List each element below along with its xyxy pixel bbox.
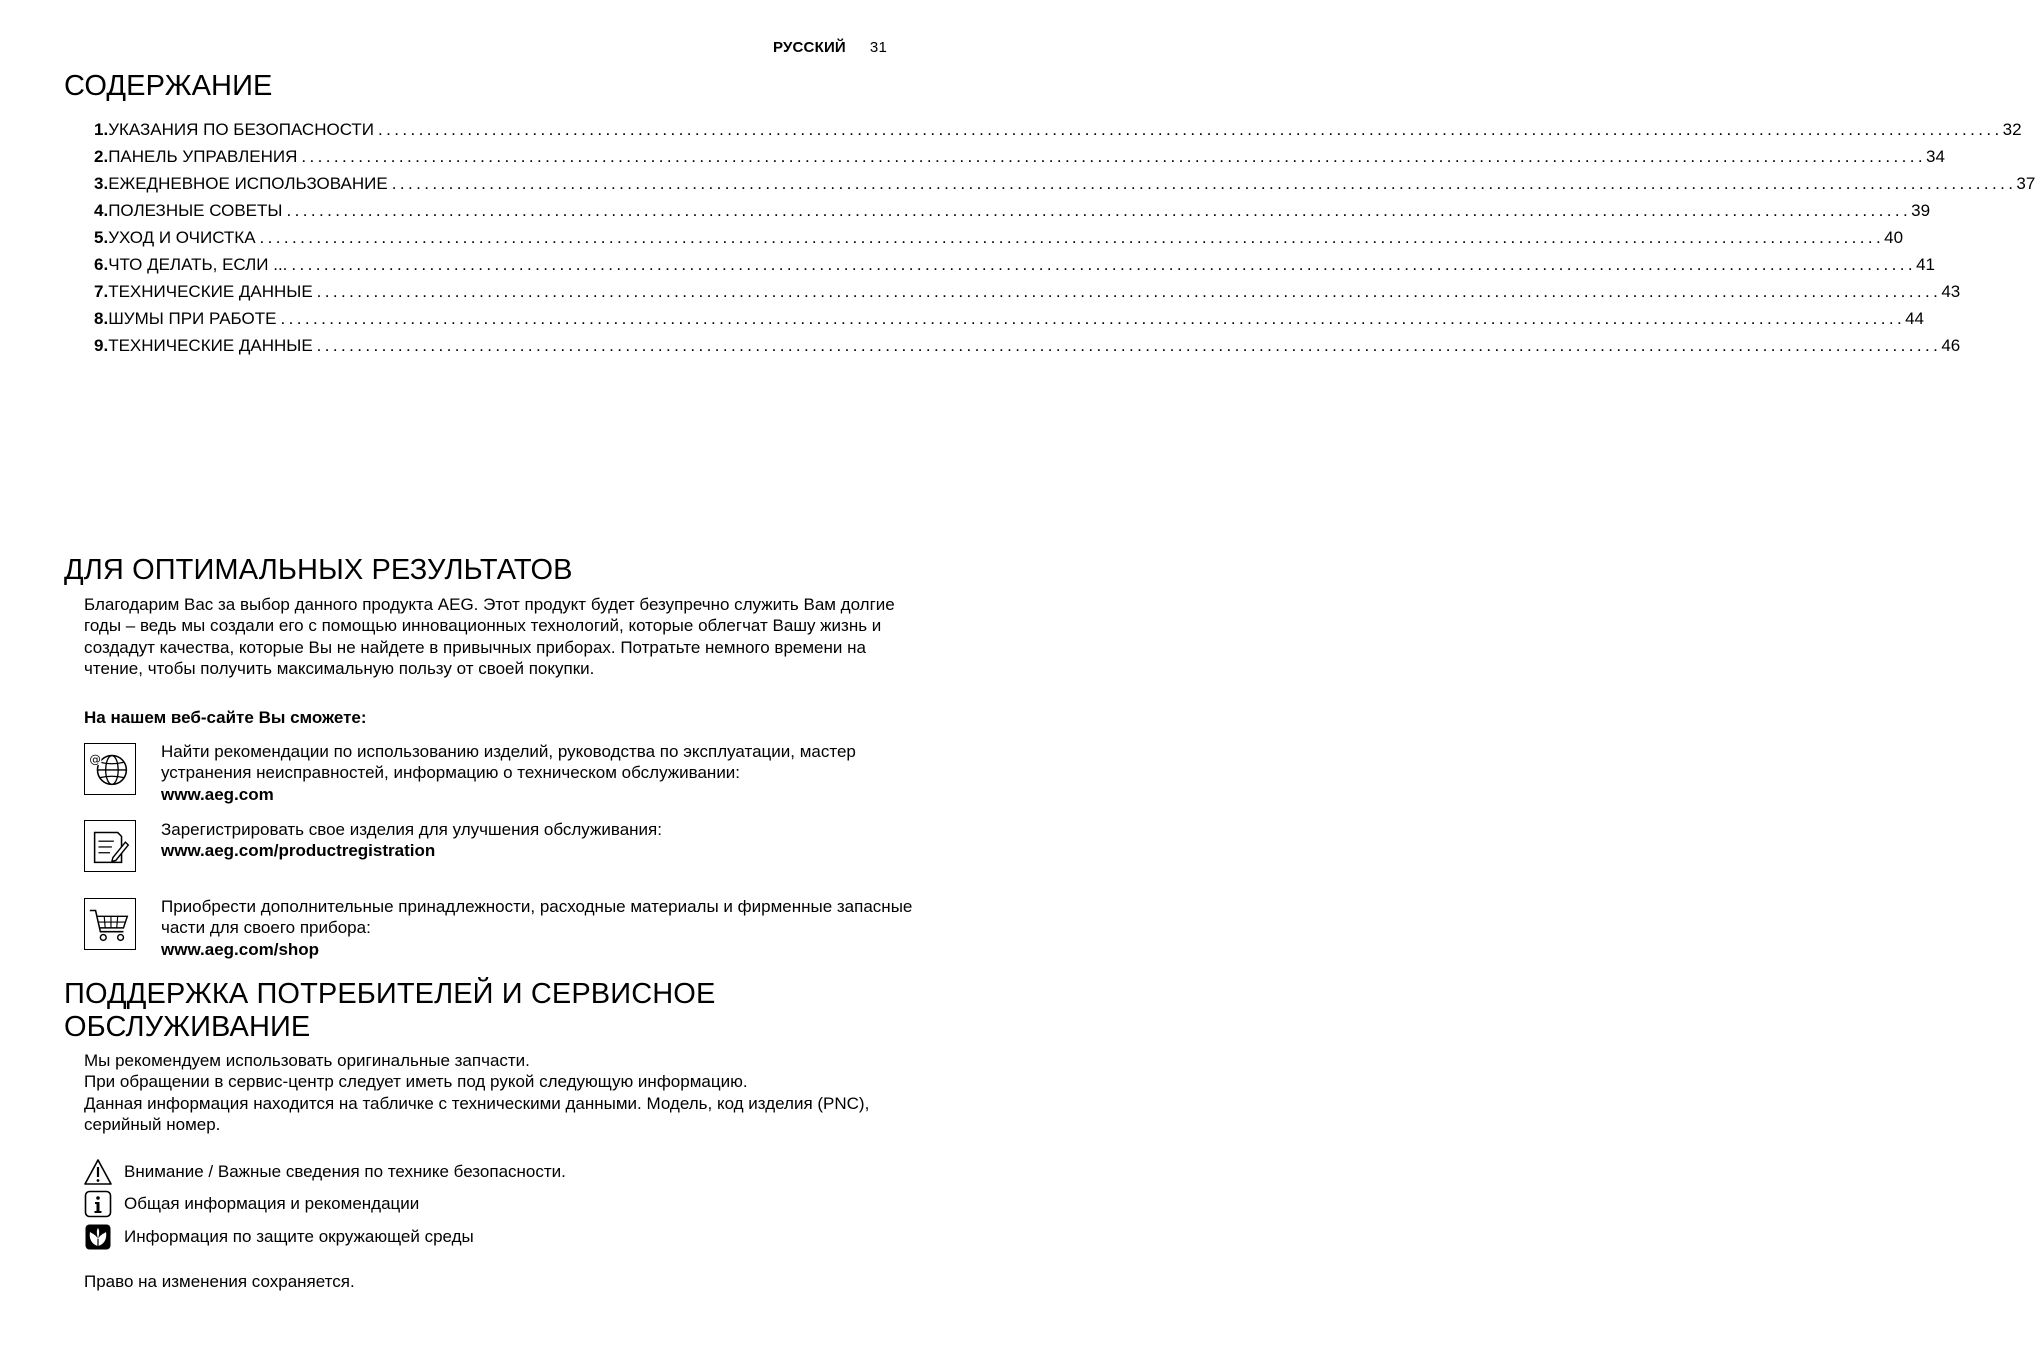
toc-title: ТЕХНИЧЕСКИЕ ДАННЫЕ (108, 282, 313, 301)
globe-icon (84, 743, 136, 795)
footer-note: Право на изменения сохраняется. (84, 1272, 355, 1291)
toc-item[interactable] (94, 201, 1931, 228)
toc-leader: ........................................................................................................................................................................................................ (316, 336, 1942, 355)
results-intro: Благодарим Вас за выбор данного продукта AEG. Этот продукт будет безупречно служить Вам долгие годы – ведь мы создали его с помощью инновационных технологий, которые облегчат Вашу жизнь и создадут качества, которые Вы не найдете в привычных приборах. Потратьте немного времени на чтение, чтобы получить максимальную пользу от своей покупки. (84, 595, 895, 678)
page-header (773, 39, 887, 56)
shop-item-text: Приобрести дополнительные принадлежности, расходные материалы и фирменные запасные части для своего прибора: (161, 897, 913, 938)
toc-item[interactable] (94, 228, 1904, 255)
symbol-row-warning (84, 1158, 566, 1186)
toc-title: УКАЗАНИЯ ПО БЕЗОПАСНОСТИ (108, 120, 375, 139)
symbol-row-environment (84, 1223, 474, 1251)
toc-item[interactable] (94, 174, 2035, 201)
support-text (84, 1050, 904, 1135)
toc-leader: ........................................................................................................................................................................................................ (280, 309, 1906, 328)
info-icon (84, 1190, 112, 1218)
toc-page: 43 (1941, 282, 1961, 301)
toc-page: 44 (1905, 309, 1925, 328)
toc-number: 4. (94, 201, 109, 220)
toc-number: 7. (94, 282, 109, 301)
support-line1: Мы рекомендуем использовать оригинальные запчасти. (84, 1051, 530, 1070)
registration-item-text: Зарегистрировать свое изделия для улучшения обслуживания: (161, 820, 662, 839)
toc-number: 5. (94, 228, 109, 247)
shop-link[interactable]: www.aeg.com/shop (161, 939, 320, 959)
table-of-contents (94, 120, 2035, 363)
support-title (64, 978, 715, 1044)
website-item (161, 741, 921, 805)
results-title: ДЛЯ ОПТИМАЛЬНЫХ РЕЗУЛЬТАТОВ (64, 554, 573, 586)
info-text: Общая информация и рекомендации (124, 1194, 420, 1213)
toc-page: 40 (1884, 228, 1904, 247)
support-title-line2: ОБСЛУЖИВАНИЕ (64, 1011, 311, 1043)
website-item-text: Найти рекомендации по использованию изделий, руководства по эксплуатации, мастер устранения неисправностей, информацию о техническом обслуживании: (161, 742, 856, 783)
page-number: 31 (869, 39, 887, 56)
svg-text:@: @ (89, 752, 101, 767)
toc-title: ТЕХНИЧЕСКИЕ ДАННЫЕ (108, 336, 313, 355)
registration-item (161, 819, 921, 862)
toc-page: 39 (1911, 201, 1931, 220)
toc-leader: ........................................................................................................................................................................................................ (391, 174, 2017, 193)
website-link[interactable]: www.aeg.com (161, 784, 274, 804)
support-line3: Данная информация находится на табличке с техническими данными. Модель, код изделия (PNC), серийный номер. (84, 1093, 870, 1134)
website-lead: На нашем веб-сайте Вы сможете: (84, 708, 367, 727)
toc-number: 6. (94, 255, 109, 274)
shop-item (161, 896, 921, 960)
toc-page: 34 (1926, 147, 1945, 166)
toc-item[interactable] (94, 255, 1935, 282)
toc-title: УХОД И ОЧИСТКА (108, 228, 256, 247)
registration-link[interactable]: www.aeg.com/productregistration (161, 841, 436, 861)
toc-title: ШУМЫ ПРИ РАБОТЕ (108, 309, 277, 328)
toc-number: 9. (94, 336, 109, 355)
support-title-line1: ПОДДЕРЖКА ПОТРЕБИТЕЛЕЙ И СЕРВИСНОЕ (64, 978, 716, 1010)
toc-title: ПАНЕЛЬ УПРАВЛЕНИЯ (108, 147, 298, 166)
toc-item[interactable] (94, 309, 1925, 336)
toc-title: ПОЛЕЗНЫЕ СОВЕТЫ (108, 201, 283, 220)
toc-leader: ........................................................................................................................................................................................................ (259, 228, 1885, 247)
shopping-cart-icon (84, 898, 136, 950)
toc-page: 32 (2002, 120, 2022, 139)
toc-page: 41 (1916, 255, 1935, 274)
warning-text: Внимание / Важные сведения по технике безопасности. (124, 1162, 566, 1181)
toc-leader: ........................................................................................................................................................................................................ (316, 282, 1942, 301)
toc-leader: ........................................................................................................................................................................................................ (291, 255, 1917, 274)
support-line2: При обращении в сервис-центр следует иметь под рукой следующую информацию. (84, 1072, 748, 1092)
contents-title: СОДЕРЖАНИЕ (64, 70, 273, 102)
warning-icon (84, 1158, 112, 1186)
toc-page: 37 (2016, 174, 2035, 193)
toc-leader: ........................................................................................................................................................................................................ (378, 120, 2003, 139)
language-label: РУССКИЙ (772, 39, 846, 56)
environment-icon (84, 1223, 112, 1251)
toc-number: 2. (94, 147, 109, 166)
toc-page: 46 (1941, 336, 1961, 355)
toc-number: 8. (94, 309, 109, 328)
environment-text: Информация по защите окружающей среды (124, 1227, 474, 1246)
toc-leader: ........................................................................................................................................................................................................ (301, 147, 1927, 166)
symbol-row-info (84, 1190, 419, 1218)
toc-item[interactable] (94, 282, 1961, 309)
toc-number: 1. (94, 120, 109, 139)
toc-leader: ........................................................................................................................................................................................................ (286, 201, 1912, 220)
toc-number: 3. (94, 174, 109, 193)
toc-title: ЧТО ДЕЛАТЬ, ЕСЛИ ... (108, 255, 288, 274)
toc-item[interactable] (94, 120, 2022, 147)
toc-item[interactable] (94, 147, 1945, 174)
toc-item[interactable] (94, 336, 1961, 363)
toc-title: ЕЖЕДНЕВНОЕ ИСПОЛЬЗОВАНИЕ (108, 174, 388, 193)
registration-icon (84, 820, 136, 872)
